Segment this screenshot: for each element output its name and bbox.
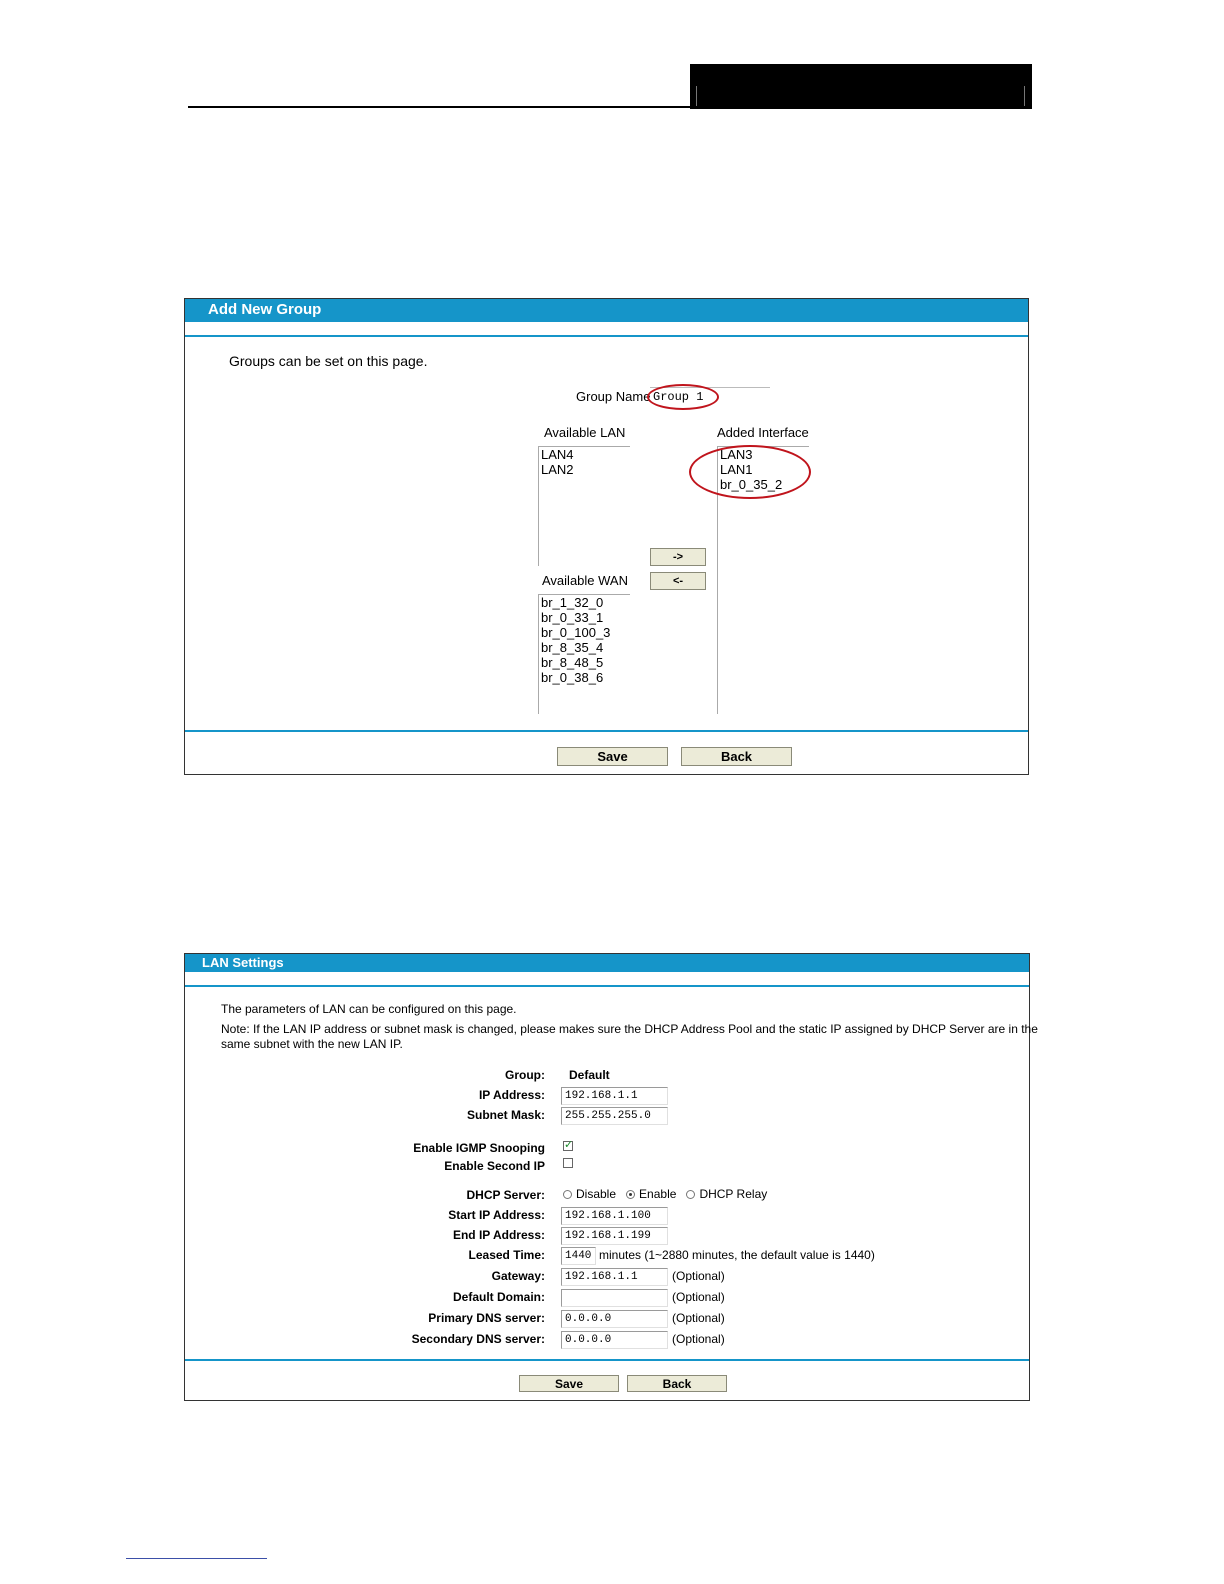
igmp-snooping-checkbox[interactable] bbox=[563, 1141, 573, 1151]
dhcp-disable-option[interactable]: Disable bbox=[563, 1187, 616, 1201]
default-domain-input[interactable] bbox=[561, 1289, 668, 1307]
gateway-input[interactable] bbox=[561, 1268, 668, 1286]
dhcp-server-label: DHCP Server: bbox=[466, 1188, 545, 1202]
gateway-label: Gateway: bbox=[491, 1269, 545, 1283]
second-ip-checkbox[interactable] bbox=[563, 1158, 573, 1168]
list-item[interactable]: LAN4 bbox=[541, 447, 574, 462]
panel-title: Add New Group bbox=[185, 299, 1028, 322]
leased-time-note: minutes (1~2880 minutes, the default value is 1440) bbox=[599, 1248, 875, 1262]
dhcp-relay-option[interactable]: DHCP Relay bbox=[686, 1187, 767, 1201]
end-ip-input[interactable] bbox=[561, 1227, 668, 1245]
radio-icon bbox=[563, 1190, 572, 1199]
add-interface-button[interactable]: -> bbox=[650, 548, 706, 566]
second-ip-label: Enable Second IP bbox=[444, 1159, 545, 1173]
group-value: Default bbox=[569, 1068, 610, 1082]
group-name-label: Group Name bbox=[576, 389, 651, 404]
dhcp-enable-option[interactable]: Enable bbox=[626, 1187, 676, 1201]
add-group-panel bbox=[184, 298, 1029, 775]
footer-rule bbox=[126, 1558, 267, 1559]
list-item[interactable]: br_1_32_0 bbox=[541, 595, 604, 610]
leased-time-label: Leased Time: bbox=[468, 1248, 545, 1262]
secondary-dns-input[interactable] bbox=[561, 1331, 668, 1349]
list-item[interactable]: br_0_38_6 bbox=[541, 670, 604, 685]
header-rule bbox=[188, 106, 690, 108]
back-button[interactable]: Back bbox=[681, 747, 792, 766]
optional-hint: (Optional) bbox=[672, 1332, 725, 1346]
save-button[interactable]: Save bbox=[557, 747, 668, 766]
group-label: Group: bbox=[505, 1068, 545, 1082]
available-wan-list[interactable] bbox=[538, 594, 630, 714]
dhcp-server-options bbox=[563, 1187, 767, 1201]
start-ip-input[interactable] bbox=[561, 1207, 668, 1225]
list-item[interactable]: LAN3 bbox=[720, 447, 753, 462]
available-wan-label: Available WAN bbox=[542, 573, 628, 588]
note-text: Note: If the LAN IP address or subnet mask is changed, please makes sure the DHCP Address Pool and the static IP assigned by DHCP Server are in the bbox=[221, 1022, 1038, 1036]
added-interface-label: Added Interface bbox=[717, 425, 809, 440]
divider bbox=[185, 1359, 1029, 1361]
list-item[interactable]: LAN1 bbox=[720, 462, 753, 477]
available-lan-label: Available LAN bbox=[544, 425, 626, 440]
optional-hint: (Optional) bbox=[672, 1290, 725, 1304]
panel-title: LAN Settings bbox=[185, 954, 1029, 972]
primary-dns-label: Primary DNS server: bbox=[428, 1311, 545, 1325]
ip-address-label: IP Address: bbox=[478, 1088, 545, 1102]
subnet-mask-label: Subnet Mask: bbox=[466, 1108, 545, 1122]
page-description: Groups can be set on this page. bbox=[229, 353, 428, 369]
lan-settings-panel bbox=[184, 953, 1038, 1401]
primary-dns-input[interactable] bbox=[561, 1310, 668, 1328]
page-description: The parameters of LAN can be configured on this page. bbox=[221, 1002, 517, 1016]
subnet-mask-input[interactable] bbox=[561, 1107, 668, 1125]
list-item[interactable]: br_0_33_1 bbox=[541, 610, 604, 625]
list-item[interactable]: LAN2 bbox=[541, 462, 574, 477]
available-lan-list[interactable] bbox=[538, 446, 630, 566]
ip-address-input[interactable] bbox=[561, 1087, 668, 1105]
leased-time-input[interactable] bbox=[561, 1247, 596, 1265]
highlight-ellipse bbox=[647, 384, 719, 410]
list-item[interactable]: br_8_35_4 bbox=[541, 640, 604, 655]
radio-icon bbox=[686, 1190, 695, 1199]
divider bbox=[185, 985, 1029, 987]
igmp-snooping-label: Enable IGMP Snooping bbox=[413, 1141, 545, 1155]
radio-icon bbox=[626, 1190, 635, 1199]
optional-hint: (Optional) bbox=[672, 1311, 725, 1325]
remove-interface-button[interactable]: <- bbox=[650, 572, 706, 590]
default-domain-label: Default Domain: bbox=[452, 1290, 545, 1304]
secondary-dns-label: Secondary DNS server: bbox=[411, 1332, 545, 1346]
start-ip-label: Start IP Address: bbox=[448, 1208, 545, 1222]
back-button[interactable]: Back bbox=[627, 1375, 727, 1392]
list-item[interactable]: br_0_35_2 bbox=[720, 477, 783, 492]
divider bbox=[185, 335, 1028, 337]
end-ip-label: End IP Address: bbox=[452, 1228, 545, 1242]
optional-hint: (Optional) bbox=[672, 1269, 725, 1283]
highlight-ellipse bbox=[689, 445, 811, 499]
note-text: same subnet with the new LAN IP. bbox=[221, 1037, 403, 1051]
save-button[interactable]: Save bbox=[519, 1375, 619, 1392]
list-item[interactable]: br_8_48_5 bbox=[541, 655, 604, 670]
header-black-bar bbox=[690, 64, 1032, 109]
list-item[interactable]: br_0_100_3 bbox=[541, 625, 611, 640]
divider bbox=[185, 730, 1028, 732]
